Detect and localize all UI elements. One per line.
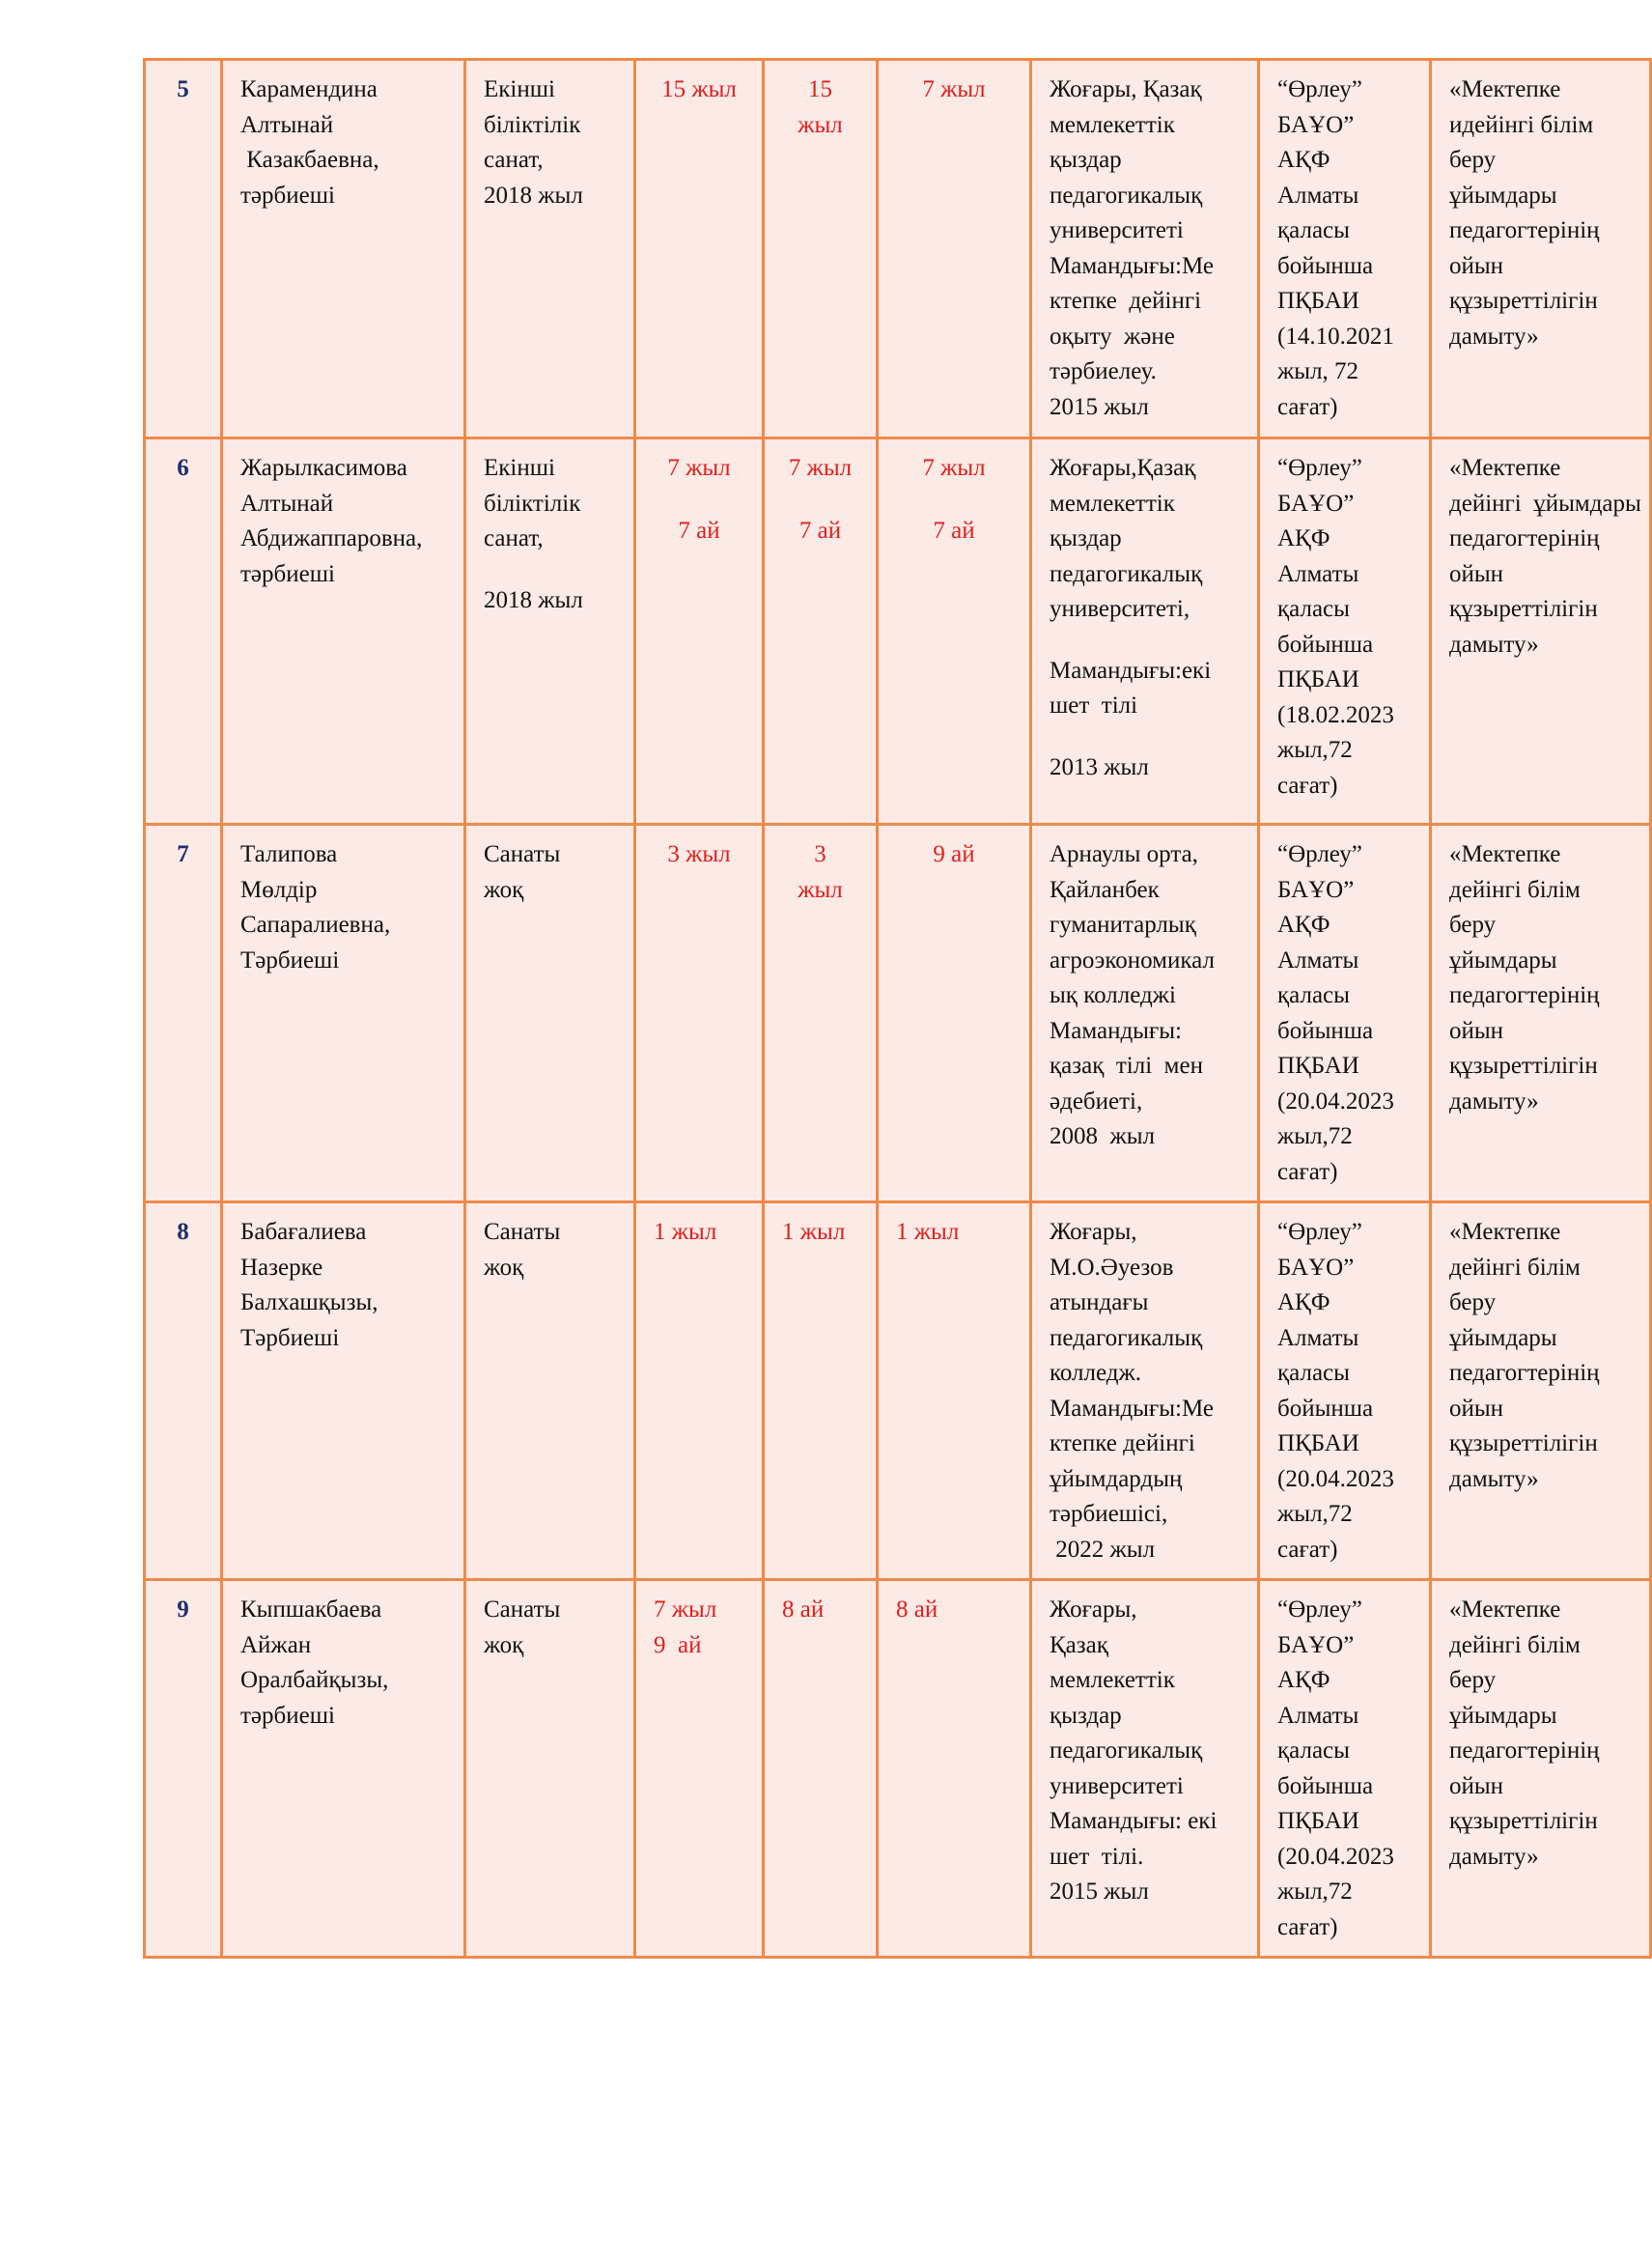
category-cell: Санаты жоқ (465, 1580, 635, 1958)
current-position-experience-cell: 7 жыл (878, 60, 1031, 438)
total-experience-cell: 15 жыл (635, 60, 764, 438)
courses-cell: “Өрлеу” БАҰО” АҚФ Алматы қаласы бойынша ПҚБАИ (14.10.2021 жыл, 72 сағат) (1259, 60, 1431, 438)
row-number: 6 (145, 438, 222, 825)
category-cell: Санаты жоқ (465, 825, 635, 1202)
category-cell: Екінші біліктілік санат, 2018 жыл (465, 60, 635, 438)
education-cell: Жоғары, Қазақ мемлекеттік қыздар педагогикалық университеті Мамандығы:Ме ктепке дейінгі оқыту және тәрбиелеу. 2015 жыл (1031, 60, 1259, 438)
current-position-experience-cell: 9 ай (878, 825, 1031, 1202)
teacher-name-cell: Жарылкасимова Алтынай Абдижаппаровна, тәрбиеші (222, 438, 465, 825)
education-cell: Жоғары, М.О.Әуезов атындағы педагогикалық колледж. Мамандығы:Ме ктепке дейінгі ұйымдардың тәрбиешісі, 2022 жыл (1031, 1202, 1259, 1580)
total-experience-cell: 7 жыл 7 ай (635, 438, 764, 825)
teacher-name-cell: Бабағалиева Назерке Балхашқызы, Тәрбиеші (222, 1202, 465, 1580)
staff-table-wrapper (143, 58, 1641, 1959)
courses-cell: “Өрлеу” БАҰО” АҚФ Алматы қаласы бойынша ПҚБАИ (20.04.2023 жыл,72 сағат) (1259, 1580, 1431, 1958)
course-topic-cell: «Мектепке дейінгі білім беру ұйымдары педагогтерінің ойын құзыреттілігін дамыту» (1431, 1580, 1651, 1958)
pedagogical-experience-cell: 7 жыл 7 ай (764, 438, 878, 825)
teacher-name-cell: Кыпшакбаева Айжан Оралбайқызы, тәрбиеші (222, 1580, 465, 1958)
pedagogical-experience-cell: 1 жыл (764, 1202, 878, 1580)
courses-cell: “Өрлеу” БАҰО” АҚФ Алматы қаласы бойынша ПҚБАИ (20.04.2023 жыл,72 сағат) (1259, 825, 1431, 1202)
current-position-experience-cell: 1 жыл (878, 1202, 1031, 1580)
course-topic-cell: «Мектепке дейінгі білім беру ұйымдары педагогтерінің ойын құзыреттілігін дамыту» (1431, 825, 1651, 1202)
category-cell: Екінші біліктілік санат, 2018 жыл (465, 438, 635, 825)
table-row (145, 825, 1651, 1202)
course-topic-cell: «Мектепке идейінгі білім беру ұйымдары педагогтерінің ойын құзыреттілігін дамыту» (1431, 60, 1651, 438)
courses-cell: “Өрлеу” БАҰО” АҚФ Алматы қаласы бойынша ПҚБАИ (20.04.2023 жыл,72 сағат) (1259, 1202, 1431, 1580)
table-row (145, 60, 1651, 438)
staff-table-body (145, 60, 1651, 1958)
pedagogical-experience-cell: 8 ай (764, 1580, 878, 1958)
course-topic-cell: «Мектепке дейінгі ұйымдары педагогтерінің ойын құзыреттілігін дамыту» (1431, 438, 1651, 825)
pedagogical-experience-cell: 15 жыл (764, 60, 878, 438)
row-number: 5 (145, 60, 222, 438)
pedagogical-experience-cell: 3 жыл (764, 825, 878, 1202)
courses-cell: “Өрлеу” БАҰО” АҚФ Алматы қаласы бойынша ПҚБАИ (18.02.2023 жыл,72 сағат) (1259, 438, 1431, 825)
table-row (145, 1580, 1651, 1958)
category-cell: Санаты жоқ (465, 1202, 635, 1580)
table-row (145, 438, 1651, 825)
course-topic-cell: «Мектепке дейінгі білім беру ұйымдары педагогтерінің ойын құзыреттілігін дамыту» (1431, 1202, 1651, 1580)
row-number: 7 (145, 825, 222, 1202)
row-number: 8 (145, 1202, 222, 1580)
table-row (145, 1202, 1651, 1580)
teacher-name-cell: Талипова Мөлдір Сапаралиевна, Тәрбиеші (222, 825, 465, 1202)
education-cell: Арнаулы орта, Қайланбек гуманитарлық агроэкономикал ық колледжі Мамандығы: қазақ тілі мен әдебиеті, 2008 жыл (1031, 825, 1259, 1202)
total-experience-cell: 1 жыл (635, 1202, 764, 1580)
education-cell: Жоғары, Қазақ мемлекеттік қыздар педагогикалық университеті Мамандығы: екі шет тілі. 2015 жыл (1031, 1580, 1259, 1958)
current-position-experience-cell: 8 ай (878, 1580, 1031, 1958)
education-cell: Жоғары,Қазақ мемлекеттік қыздар педагогикалық университеті, Мамандығы:екі шет тілі 2013 жыл (1031, 438, 1259, 825)
current-position-experience-cell: 7 жыл 7 ай (878, 438, 1031, 825)
row-number: 9 (145, 1580, 222, 1958)
total-experience-cell: 3 жыл (635, 825, 764, 1202)
staff-table (143, 58, 1652, 1959)
total-experience-cell: 7 жыл 9 ай (635, 1580, 764, 1958)
teacher-name-cell: Карамендина Алтынай Казакбаевна, тәрбиеші (222, 60, 465, 438)
